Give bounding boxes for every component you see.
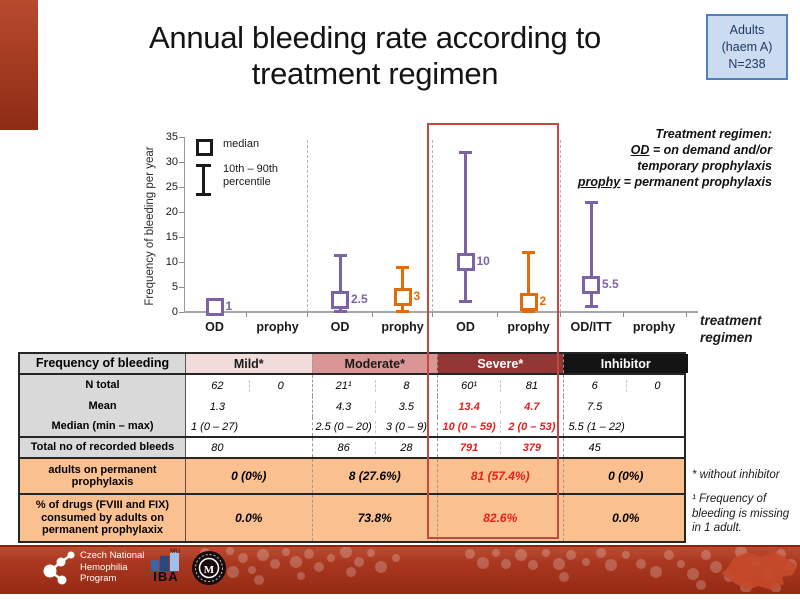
x-tick-mark: [560, 312, 561, 317]
legend-median-label: median: [223, 138, 260, 150]
row-label: Mean: [20, 396, 186, 417]
od-term: OD: [630, 143, 650, 157]
data-cell: 1 (0 – 27): [191, 420, 239, 433]
summary-cell: 0.0%: [235, 511, 263, 525]
group-separator-line: [432, 140, 433, 312]
badge-line-2: (haem A): [721, 39, 773, 54]
regimen-note-od-line: [500, 142, 772, 158]
legend-percentile-line1: 10th – 90th: [223, 163, 279, 175]
summary-cell: 0 (0%): [231, 469, 267, 483]
median-value-label: 2: [539, 294, 547, 308]
population-badge: [706, 14, 788, 80]
data-cell: 4.7: [500, 401, 562, 413]
group-separator-line: [560, 140, 561, 312]
x-tick-mark: [686, 312, 687, 317]
y-tick-mark: [179, 187, 184, 188]
org-line-3: Program: [80, 573, 117, 584]
group-cell: [312, 417, 438, 436]
group-cell: [437, 396, 563, 417]
y-tick-mark: [179, 162, 184, 163]
whisker-bottom-cap: [585, 305, 598, 308]
masaryk-university-seal-icon: [190, 549, 230, 589]
y-tick-mark: [179, 312, 184, 313]
median-marker-moderate-od: [331, 291, 349, 309]
footnote-frequency-missing: ¹ Frequency of bleeding is missing in 1 adult.: [692, 493, 790, 534]
table-header-group-inhibitor: Inhibitor: [563, 354, 689, 373]
org-line-2: Hemophilia: [80, 561, 128, 573]
group-cell: [437, 438, 563, 457]
group-cell: [312, 438, 438, 457]
whisker-top-cap: [522, 251, 535, 254]
median-marker-severe-od: [457, 253, 475, 271]
bleeding-frequency-table: [18, 352, 686, 543]
data-cell: 7.5: [586, 400, 603, 413]
x-tick-mark: [432, 312, 433, 317]
whisker-bottom-cap: [334, 310, 347, 313]
legend-median-marker-icon: [196, 139, 213, 156]
x-category-label: OD: [205, 320, 224, 334]
row-label: N total: [20, 375, 186, 396]
group-cell: [437, 417, 563, 436]
x-axis-title: treatment regimen: [700, 313, 762, 345]
x-category-label: prophy: [381, 320, 424, 334]
data-cell: 379: [500, 442, 562, 454]
y-tick-mark: [179, 262, 184, 263]
x-tick-mark: [497, 312, 498, 317]
y-tick-mark: [179, 237, 184, 238]
median-marker-severe-prophy: [520, 293, 538, 311]
y-tick-label: 5: [171, 280, 178, 293]
table-row-r-n: [20, 375, 684, 396]
summary-row-label: % of drugs (FVIII and FIX) consumed by adults on permanent prophylaxix: [20, 495, 186, 541]
summary-cell: 0.0%: [563, 495, 689, 541]
median-value-label: 1: [225, 299, 233, 313]
y-axis-line: [184, 137, 185, 312]
table-header-group-moderate: Moderate*: [312, 354, 438, 373]
table-summary-row-1: [20, 459, 684, 495]
table-summary-row-2: [20, 495, 684, 541]
group-cell: [563, 438, 689, 457]
y-tick-label: 15: [165, 230, 178, 243]
data-cell: 80: [211, 441, 224, 454]
data-cell: 0: [249, 380, 312, 392]
median-value-label: 3: [413, 289, 421, 303]
summary-cell: 0 (0%): [563, 459, 689, 493]
y-tick-mark: [179, 137, 184, 138]
summary-cell: 8 (27.6%): [312, 459, 438, 493]
y-tick-mark: [179, 212, 184, 213]
y-tick-label: 30: [165, 155, 178, 168]
legend-percentile-label: [223, 163, 278, 189]
y-axis-title: Frequency of bleeding per year: [144, 146, 156, 306]
data-cell: 6: [591, 379, 598, 392]
x-category-label: prophy: [632, 320, 676, 334]
data-cell: 1.3: [209, 400, 226, 413]
x-tick-mark: [372, 312, 373, 317]
regimen-note-prophy-line: [500, 174, 772, 190]
x-category-label: OD/ITT: [570, 320, 612, 334]
legend-whisker-top-cap: [196, 164, 211, 167]
badge-line-1: Adults: [729, 22, 765, 37]
slide-title: Annual bleeding rate according to treatment regimen: [149, 20, 601, 92]
median-marker-mild-od: [206, 298, 224, 316]
mu-label: MU: [170, 548, 181, 555]
x-tick-mark: [246, 312, 247, 317]
x-axis-line: [184, 311, 698, 313]
row-label: Total no of recorded bleeds: [20, 438, 186, 457]
whisker-top-cap: [396, 266, 409, 269]
group-separator-line: [307, 140, 308, 312]
data-cell: 28: [375, 442, 437, 454]
data-cell: 0: [626, 380, 688, 392]
y-tick-label: 10: [165, 255, 178, 268]
group-cell: [186, 396, 312, 417]
legend-whisker-bottom-cap: [196, 193, 211, 196]
cnhp-molecule-icon: [42, 549, 78, 589]
table-row-r-median: [20, 417, 684, 438]
summary-cell: 82.6%: [437, 495, 563, 541]
whisker-line-severe-od: [464, 152, 467, 302]
x-category-label: OD: [456, 320, 475, 334]
y-tick-mark: [179, 287, 184, 288]
y-tick-label: 20: [165, 205, 178, 218]
summary-row-label: adults on permanent prophylaxis: [20, 459, 186, 493]
regimen-note-od-line2: temporary prophylaxis: [637, 159, 772, 173]
data-cell: 2 (0 – 53): [500, 421, 562, 433]
data-cell: 21¹: [335, 379, 352, 392]
x-tick-mark: [307, 312, 308, 317]
group-cell: [186, 438, 312, 457]
data-cell: 2.5 (0 – 20): [315, 420, 372, 433]
czech-map-silhouette: [721, 551, 797, 590]
table-header-row: [20, 354, 684, 375]
data-cell: 5.5 (1 – 22): [568, 420, 625, 433]
x-tick-mark: [623, 312, 624, 317]
table-header-group-severe: Severe*: [437, 354, 563, 373]
left-red-bar-decoration: [0, 0, 38, 130]
legend-percentile-whisker-icon: [202, 166, 205, 195]
group-cell: [186, 417, 312, 436]
median-value-label: 2.5: [351, 291, 368, 306]
badge-line-3: N=238: [728, 56, 766, 71]
org-line-1: Czech National: [80, 550, 145, 561]
group-cell: [312, 396, 438, 417]
prophy-term: prophy: [577, 175, 621, 189]
data-cell: 8: [375, 380, 437, 392]
data-cell: 3 (0 – 9): [375, 421, 437, 433]
y-tick-label: 0: [171, 305, 178, 318]
median-value-label: 10: [476, 254, 490, 268]
group-cell: [563, 396, 689, 417]
data-cell: 45: [588, 441, 601, 454]
prophy-definition: = permanent prophylaxis: [620, 175, 772, 189]
data-cell: 10 (0 – 59): [442, 420, 496, 433]
median-marker-inhibitor-od/itt: [582, 276, 600, 294]
table-header-label: Frequency of bleeding: [20, 354, 186, 373]
group-cell: [312, 375, 438, 396]
data-cell: 791: [459, 441, 479, 454]
x-category-label: prophy: [507, 320, 550, 334]
data-cell: 3.5: [375, 401, 437, 413]
data-cell: 13.4: [458, 400, 480, 413]
table-header-group-mild: Mild*: [186, 354, 312, 373]
iba-label: IBA: [153, 569, 179, 584]
y-tick-label: 35: [165, 130, 178, 143]
median-value-label: 5.5: [602, 276, 619, 291]
row-label: Median (min – max): [20, 417, 186, 436]
data-cell: 81: [500, 380, 562, 392]
data-cell: 86: [337, 441, 350, 454]
group-cell: [563, 375, 689, 396]
data-cell: 62: [211, 379, 224, 392]
cnhp-org-name: [80, 550, 144, 585]
summary-cell: 81 (57.4%): [437, 459, 563, 493]
y-tick-label: 25: [165, 180, 178, 193]
data-cell: 60¹: [461, 379, 478, 392]
group-cell: [186, 375, 312, 396]
group-cell: [563, 417, 689, 436]
median-marker-moderate-prophy: [394, 288, 412, 306]
summary-cell: 73.8%: [312, 495, 438, 541]
whisker-top-cap: [459, 151, 472, 154]
footnote-without-inhibitor: * without inhibitor: [692, 469, 780, 481]
table-row-r-total: [20, 438, 684, 459]
legend-percentile-line2: percentile: [223, 176, 271, 188]
od-definition: = on demand and/or: [649, 143, 772, 157]
whisker-top-cap: [585, 201, 598, 204]
regimen-definition-note: [500, 126, 772, 190]
whisker-bottom-cap: [396, 310, 409, 313]
x-category-label: prophy: [256, 320, 299, 334]
whisker-top-cap: [334, 254, 347, 257]
regimen-note-heading: Treatment regimen:: [655, 127, 772, 141]
svg-text:M: M: [203, 564, 215, 576]
group-cell: [437, 375, 563, 396]
x-category-label: OD: [330, 320, 350, 334]
whisker-bottom-cap: [459, 300, 472, 303]
table-row-r-mean: [20, 396, 684, 417]
data-cell: 4.3: [335, 400, 352, 413]
